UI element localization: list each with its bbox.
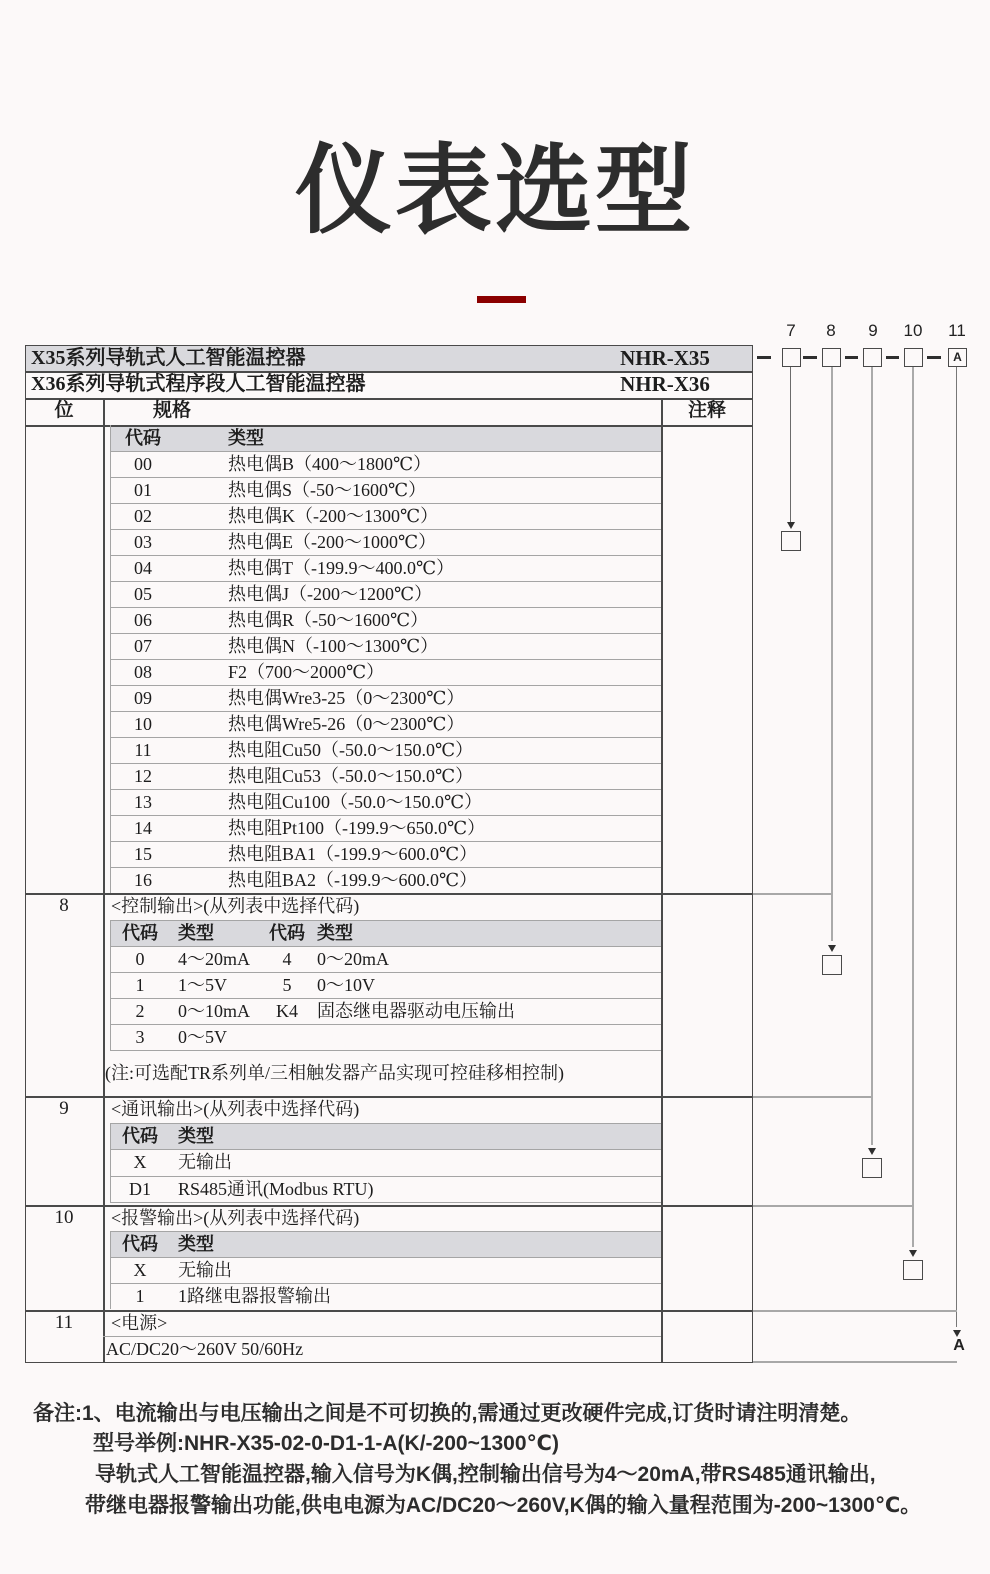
type-cell: 0～10mA (178, 1001, 250, 1021)
position-digit-8: 8 (826, 321, 836, 340)
code-cell: 15 (134, 844, 152, 864)
type-cell: 热电偶J（-200～1200℃） (228, 584, 433, 604)
type-cell: RS485通讯(Modbus RTU) (178, 1179, 374, 1199)
title-underline (477, 296, 526, 303)
type-cell: 热电偶R（-50～1600℃） (228, 610, 429, 630)
grid-line (110, 659, 661, 660)
dash-separator (927, 356, 941, 359)
code-cell: 07 (134, 636, 152, 656)
type-cell: 0～5V (178, 1027, 227, 1047)
type-header: 类型 (178, 1126, 214, 1146)
type-cell: F2（700～2000℃） (228, 662, 385, 682)
border-extension (753, 1310, 957, 1312)
position-digit-9: 9 (868, 321, 878, 340)
type-cell: 0～10V (317, 975, 375, 995)
code-header: 代码 (125, 428, 161, 448)
type-cell: 热电偶E（-200～1000℃） (228, 532, 437, 552)
arrow-down-icon (828, 945, 836, 952)
code-cell: 04 (134, 558, 152, 578)
power-value: AC/DC20～260V 50/60Hz (106, 1339, 304, 1359)
target-box-10 (903, 1260, 923, 1280)
code-cell: 01 (134, 480, 152, 500)
grid-line (103, 398, 105, 1363)
type-cell: 热电阻Pt100（-199.9～650.0℃） (228, 818, 486, 838)
type-cell: 固态继电器驱动电压输出 (317, 1001, 515, 1021)
type-cell: 热电偶T（-199.9～400.0℃） (228, 558, 455, 578)
code-cell: 13 (134, 792, 152, 812)
code-cell: 2 (135, 1001, 145, 1021)
code-cell: X (133, 1260, 147, 1280)
type-cell: 无输出 (178, 1260, 232, 1280)
type-cell: 热电阻Cu50（-50.0～150.0℃） (228, 740, 474, 760)
code-cell: 4 (282, 949, 292, 969)
code-cell: 05 (134, 584, 152, 604)
note-line-4: 带继电器报警输出功能,供电电源为AC/DC20～260V,K偶的输入量程范围为-200~1300℃。 (85, 1494, 922, 1517)
target-box-9 (862, 1158, 882, 1178)
col-header-position: 位 (54, 400, 74, 421)
code-cell: 09 (134, 688, 152, 708)
type-header: 类型 (228, 428, 264, 448)
code-cell: K4 (276, 1001, 298, 1021)
border-extension (753, 1361, 957, 1363)
position-cell-9: 9 (59, 1098, 69, 1119)
leader-line-11 (956, 367, 957, 1327)
position-digit-11: 11 (948, 321, 966, 340)
code-cell: D1 (129, 1179, 151, 1199)
suffix-letter: A (953, 1337, 965, 1354)
type-cell: 热电阻BA2（-199.9～600.0℃） (228, 870, 478, 890)
code-cell: 06 (134, 610, 152, 630)
grid-line (661, 398, 663, 1363)
note-line-1: 备注:1、电流输出与电压输出之间是不可切换的,需通过更改硬件完成,订货时请注明清楚。 (33, 1402, 862, 1425)
arrow-down-icon (868, 1148, 876, 1155)
code-header: 代码 (122, 1234, 158, 1254)
code-cell: 02 (134, 506, 152, 526)
arrow-down-icon (787, 522, 795, 529)
code-cell: 12 (134, 766, 152, 786)
type-header: 类型 (178, 923, 214, 943)
code-cell: 3 (135, 1027, 145, 1047)
section-title-alarm-output: <报警输出>(从列表中选择代码) (111, 1208, 360, 1228)
leader-line-7 (790, 367, 791, 522)
type-cell: 4～20mA (178, 949, 250, 969)
digit-box-7 (782, 348, 801, 367)
code-cell: 0 (135, 949, 145, 969)
type-cell: 热电偶Wre5-26（0～2300℃） (228, 714, 465, 734)
page-title: 仪表选型 (295, 136, 695, 245)
border-extension (753, 893, 832, 895)
leader-line-10 (912, 367, 914, 1247)
leader-line-9 (871, 367, 873, 1145)
position-digit-7: 7 (786, 321, 796, 340)
digit-box-9 (863, 348, 882, 367)
position-cell-11: 11 (54, 1312, 74, 1333)
position-cell-8: 8 (59, 895, 69, 916)
code-cell: 1 (135, 1286, 145, 1306)
position-digit-10: 10 (903, 321, 923, 340)
type-cell: 0～20mA (317, 949, 389, 969)
position-cell-10: 10 (54, 1207, 74, 1228)
code-header: 代码 (122, 923, 158, 943)
arrow-down-icon (953, 1330, 961, 1337)
code-header: 代码 (122, 1126, 158, 1146)
type-cell: 热电阻BA1（-199.9～600.0℃） (228, 844, 478, 864)
code-header: 代码 (269, 923, 305, 943)
type-cell: 热电偶Wre3-25（0～2300℃） (228, 688, 465, 708)
border-extension (753, 1205, 913, 1207)
note-line-2: 型号举例:NHR-X35-02-0-D1-1-A(K/-200~1300℃) (93, 1432, 559, 1455)
model-nhr-x35: NHR-X35 (620, 346, 710, 370)
product-row-x36: X36系列导轨式程序段人工智能温控器 (31, 373, 366, 395)
grid-line (110, 1050, 661, 1051)
model-nhr-x36: NHR-X36 (620, 372, 710, 396)
code-cell: 08 (134, 662, 152, 682)
grid-line (110, 1202, 661, 1203)
digit-box-10 (904, 348, 923, 367)
type-cell: 热电阻Cu53（-50.0～150.0℃） (228, 766, 474, 786)
arrow-down-icon (909, 1250, 917, 1257)
code-cell: 00 (134, 454, 152, 474)
code-cell: 1 (135, 975, 145, 995)
control-output-note: (注:可选配TR系列单/三相触发器产品实现可控硅移相控制) (105, 1063, 564, 1083)
type-cell: 热电偶N（-100～1300℃） (228, 636, 439, 656)
section-title-power: <电源> (111, 1313, 168, 1333)
type-cell: 1路继电器报警输出 (178, 1286, 331, 1306)
leader-line-8 (831, 367, 833, 941)
section-title-comm-output: <通讯输出>(从列表中选择代码) (111, 1099, 360, 1119)
type-cell: 无输出 (178, 1152, 232, 1172)
dash-separator (757, 356, 771, 359)
code-cell: 14 (134, 818, 152, 838)
dash-separator (803, 356, 817, 359)
code-cell: 03 (134, 532, 152, 552)
col-header-note: 注释 (687, 400, 726, 421)
type-cell: 热电偶S（-50～1600℃） (228, 480, 427, 500)
target-box-7 (781, 531, 801, 551)
col-header-spec: 规格 (153, 400, 192, 421)
border-extension (753, 1096, 872, 1098)
type-cell: 1～5V (178, 975, 227, 995)
dash-separator (845, 356, 858, 359)
code-cell: 10 (134, 714, 152, 734)
type-cell: 热电阻Cu100（-50.0～150.0℃） (228, 792, 483, 812)
dash-separator (886, 356, 899, 359)
code-cell: 16 (134, 870, 152, 890)
grid-line (25, 398, 753, 400)
product-row-x35: X35系列导轨式人工智能温控器 (31, 347, 306, 369)
digit-box-8 (822, 348, 841, 367)
target-box-8 (822, 955, 842, 975)
type-header: 类型 (178, 1234, 214, 1254)
code-cell: 5 (282, 975, 292, 995)
type-header: 类型 (317, 923, 353, 943)
type-cell: 热电偶B（400～1800℃） (228, 454, 432, 474)
code-cell: X (133, 1152, 147, 1172)
section-title-control-output: <控制输出>(从列表中选择代码) (111, 896, 360, 916)
digit-box-11: A (948, 348, 967, 367)
code-cell: 11 (134, 740, 152, 760)
note-line-3: 导轨式人工智能温控器,输入信号为K偶,控制输出信号为4～20mA,带RS485通讯输出, (95, 1463, 876, 1486)
type-cell: 热电偶K（-200～1300℃） (228, 506, 439, 526)
